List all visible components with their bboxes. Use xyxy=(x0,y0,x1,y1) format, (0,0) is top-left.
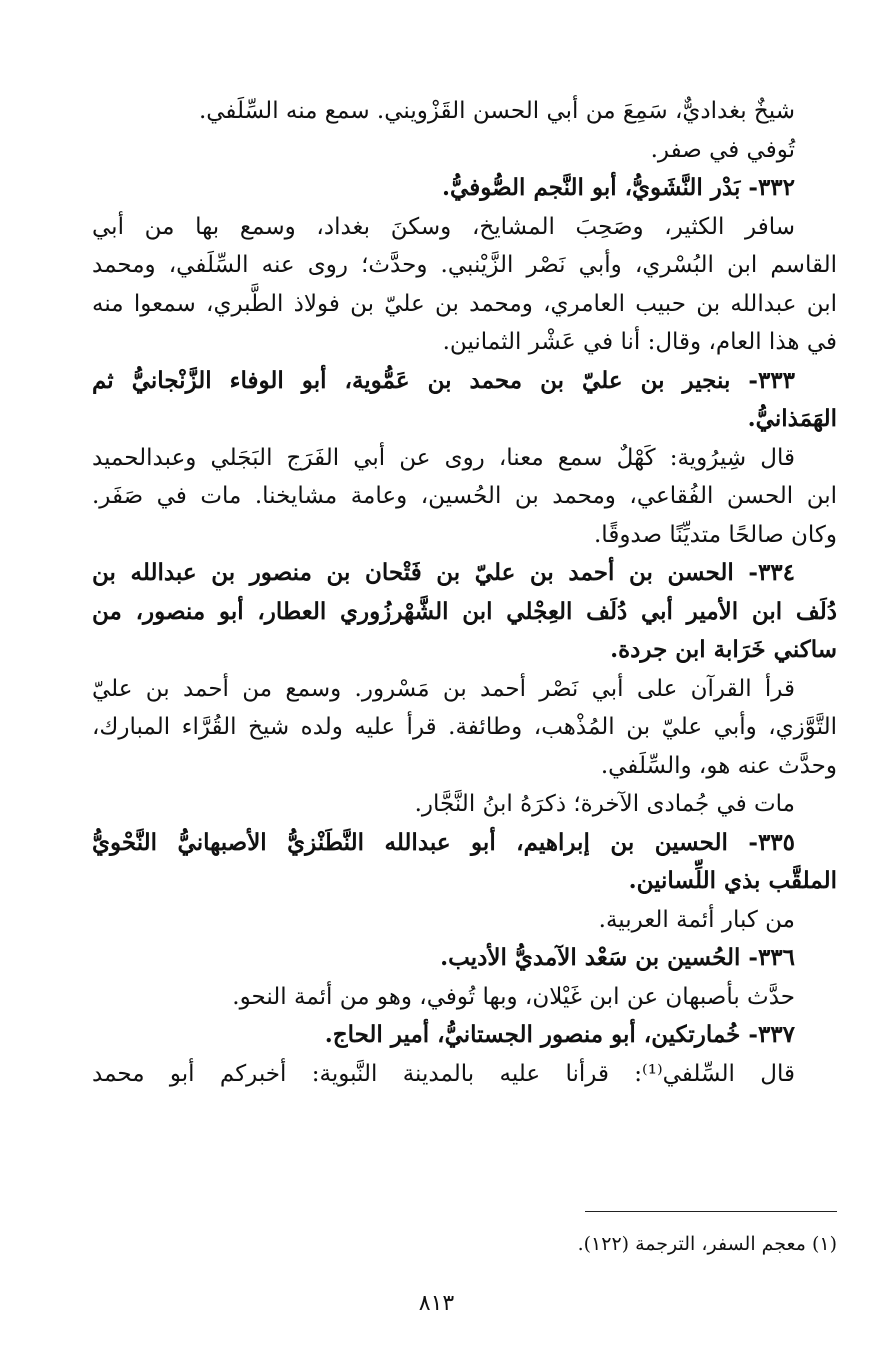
entry-heading: ساكني خَرَابة ابن جردة. xyxy=(610,636,837,663)
text-line: التَّوَّزي، وأبي عليّ بن المُذْهب، وطائفة. قرأ عليه ولده شيخ القُرَّاء المبارك، xyxy=(92,714,837,740)
entry-heading: ٣٣٤- الحسن بن أحمد بن عليّ بن فَتْحان بن منصور بن عبدالله بن xyxy=(92,559,795,586)
entry-heading: دُلَف ابن الأمير أبي دُلَف العِجْلي ابن الشَّهْرزُوري العطار، أبو منصور، من xyxy=(92,597,837,625)
entry-heading: ٣٣٣- بنجير بن عليّ بن محمد بن عَمُّوية، أبو الوفاء الزَّنْجانيُّ ثم xyxy=(92,366,795,394)
entry-heading: ٣٣٦- الحُسين بن سَعْد الآمديُّ الأديب. xyxy=(440,944,795,971)
text-line: وحدَّث عنه هو، والسِّلَفي. xyxy=(600,752,837,779)
entry-heading: الملقَّب بذي اللِّسانين. xyxy=(628,867,837,894)
text-line: قال شِيرُوية: كَهْلٌ سمع معنا، روى عن أبي الفَرَج البَجَلي وعبدالحميد xyxy=(92,444,795,471)
text-line: ابن الحسن الفُقاعي، ومحمد بن الحُسين، وعامة مشايخنا. مات في صَفَر. xyxy=(92,483,837,509)
page-number: ٨١٣ xyxy=(418,1291,455,1316)
page-body xyxy=(92,92,837,1093)
text-line: القاسم ابن البُسْري، وأبي نَصْر الزَّيْنبي. وحدَّث؛ روى عنه السِّلَفي، ومحمد xyxy=(92,252,837,278)
entry-heading: ٣٣٢- بَدْر النَّشَويُّ، أبو النَّجم الصُّوفيُّ. xyxy=(442,174,795,201)
text-line: حدَّث بأصبهان عن ابن غَيْلان، وبها تُوفي، وهو من أئمة النحو. xyxy=(232,983,795,1010)
text-line: وكان صالحًا متديِّنًا صدوقًا. xyxy=(594,521,837,548)
text-line: شيخٌ بغداديٌّ، سَمِعَ من أبي الحسن القَزْويني. سمع منه السِّلَفي. xyxy=(198,98,795,124)
text-line: من كبار أئمة العربية. xyxy=(598,906,795,933)
entry-heading: الهَمَذانيُّ. xyxy=(747,405,837,432)
entry-heading: ٣٣٥- الحسين بن إبراهيم، أبو عبدالله النَّطَنْزيُّ الأصبهانيُّ النَّحْويُّ xyxy=(92,828,795,856)
text-line: سافر الكثير، وصَحِبَ المشايخ، وسكنَ بغداد، وسمع بها من أبي xyxy=(92,213,795,240)
entry-heading: ٣٣٧- خُمارتكين، أبو منصور الجستانيُّ، أمير الحاج. xyxy=(324,1021,795,1048)
text-line: قال السِّلفي⁽¹⁾: قرأنا عليه بالمدينة النَّبوية: أخبركم أبو محمد xyxy=(92,1060,795,1087)
text-line: في هذا العام، وقال: أنا في عَشْر الثمانين. xyxy=(442,329,837,355)
text-line: مات في جُمادى الآخرة؛ ذكرَهُ ابنُ النَّجَّار. xyxy=(414,791,795,817)
footnote-divider xyxy=(585,1211,837,1212)
text-line: قرأ القرآن على أبي نَصْر أحمد بن مَسْرور. وسمع من أحمد بن عليّ xyxy=(92,675,795,702)
text-line: ابن عبدالله بن حبيب العامري، ومحمد بن عليّ بن فولاذ الطَّبري، سمعوا منه xyxy=(92,290,837,317)
text-line: تُوفي في صفر. xyxy=(650,136,795,163)
footnote: (١) معجم السفر، الترجمة (١٢٢). xyxy=(577,1233,837,1255)
